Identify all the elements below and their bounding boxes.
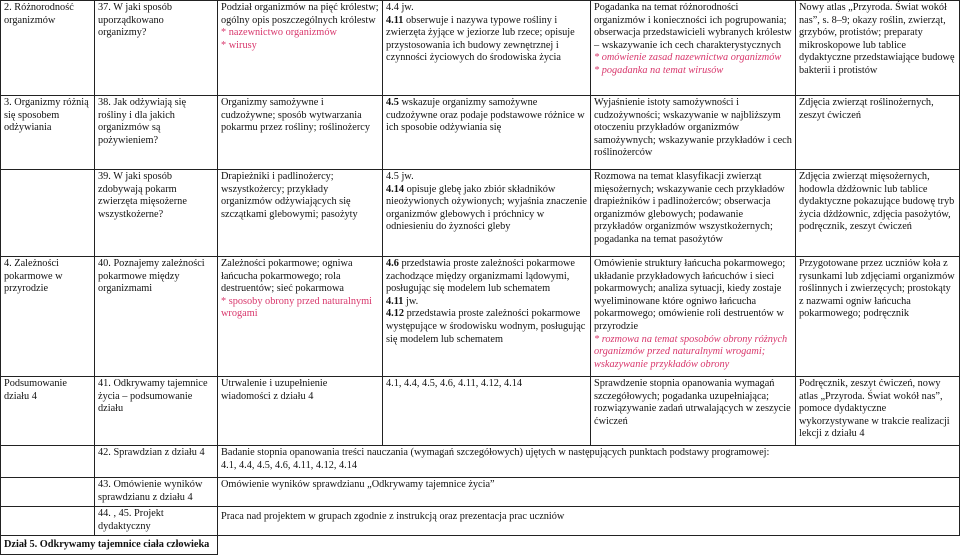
content-cell bbox=[217, 169, 383, 257]
unit-cell bbox=[0, 169, 95, 257]
content-cell bbox=[217, 376, 383, 446]
resources-cell bbox=[795, 376, 960, 446]
content-main: Podział organizmów na pięć królestw; ogólny opis poszczególnych królestw bbox=[221, 2, 379, 26]
lesson-title: 43. Omówienie wyników sprawdzianu z działu 4 bbox=[98, 479, 203, 503]
content-ext: * nazewnictwo organizmów bbox=[221, 27, 337, 39]
content-cell bbox=[217, 256, 383, 377]
methods-ext: * omówienie zasad nazewnictwa organizmów bbox=[594, 52, 782, 64]
unit-title: 4. Zależności pokarmowe w przyrodzie bbox=[4, 258, 63, 295]
lesson-cell bbox=[94, 376, 218, 446]
content-text: Organizmy samożywne i cudzożywne; sposób wytwarzania pokarmu przez rośliny; roślinożercy bbox=[221, 97, 370, 134]
lesson-cell bbox=[94, 256, 218, 377]
content-ext: * wirusy bbox=[221, 39, 257, 51]
requirement-code: 4.6 bbox=[386, 258, 399, 269]
requirement-code: 4.5 bbox=[386, 97, 399, 108]
requirements-cell bbox=[382, 0, 591, 96]
lesson-title: 37. W jaki sposób uporządkowano organizmy? bbox=[98, 2, 172, 39]
lesson-cell bbox=[94, 506, 218, 536]
methods-ext: * rozmowa na temat sposobów obrony różnych organizmów przed naturalnymi wrogami; wskazywanie przykładów obrony bbox=[594, 333, 788, 370]
review-description: Omówienie wyników sprawdzianu „Odkrywamy tajemnice życia” bbox=[221, 479, 495, 490]
content-cell bbox=[217, 0, 383, 96]
requirements-cell bbox=[382, 95, 591, 170]
lesson-title: 40. Poznajemy zależności pokarmowe między organizmami bbox=[98, 258, 205, 295]
unit-cell bbox=[0, 0, 95, 96]
methods-cell bbox=[590, 256, 796, 377]
unit-title: 2. Różnorodność organizmów bbox=[4, 2, 74, 26]
requirement-ref: 4.5 jw. bbox=[386, 171, 414, 182]
lesson-cell bbox=[94, 169, 218, 257]
content-text: Drapieżniki i padlinożercy; wszystkożercy; przykłady organizmów odżywiających się szczątkami glebowymi; pasożyty bbox=[221, 171, 358, 220]
merged-description-cell bbox=[217, 506, 960, 536]
section-header bbox=[0, 535, 218, 555]
resources-text: Nowy atlas „Przyroda. Świat wokół nas”, s. 8–9; okazy roślin, zwierząt, grzybów, protistów; preparaty mikroskopowe lub tablice dydaktyczne przedstawiające budowę bakterii i protistów bbox=[799, 2, 955, 76]
requirement-text: przedstawia proste zależności pokarmowe zachodzące między organizmami lądowymi, posługując się modelem lub schematem bbox=[386, 258, 575, 295]
unit-title: 3. Organizmy różnią się sposobem odżywiania bbox=[4, 97, 89, 134]
unit-title: Podsumowanie działu 4 bbox=[4, 378, 67, 402]
requirement-text: przedstawia proste zależności pokarmowe występujące w środowisku wodnym, posługując się modelem lub schematem bbox=[386, 308, 586, 345]
merged-description-cell bbox=[217, 445, 960, 478]
resources-cell bbox=[795, 95, 960, 170]
project-description: Praca nad projektem w grupach zgodnie z instrukcją oraz prezentacja prac uczniów bbox=[221, 511, 565, 522]
unit-cell bbox=[0, 256, 95, 377]
methods-cell bbox=[590, 0, 796, 96]
methods-text: Sprawdzenie stopnia opanowania wymagań szczegółowych; pogadanka uzupełniająca; rozwiązywanie zadań utrwalających w zeszycie ćwiczeń bbox=[594, 378, 791, 427]
resources-text: Zdjęcia zwierząt roślinożernych, zeszyt ćwiczeń bbox=[799, 97, 934, 121]
lesson-title: 42. Sprawdzian z działu 4 bbox=[98, 447, 205, 458]
requirement-text: wskazuje organizmy samożywne cudzożywne oraz podaje podstawowe różnice w ich sposobie odżywiania się bbox=[386, 97, 585, 134]
requirement-ref: 4.4 jw. bbox=[386, 2, 414, 13]
section-title: Dział 5. Odkrywamy tajemnice ciała człowieka bbox=[4, 539, 210, 550]
content-cell bbox=[217, 95, 383, 170]
test-requirements: 4.1, 4.4, 4.5, 4.6, 4.11, 4.12, 4.14 bbox=[221, 459, 358, 471]
methods-text: Rozmowa na temat klasyfikacji zwierząt mięsożernych; wskazywanie cech przykładów drapieżników i padlinożerców; obserwacja organizmów glebowych; podawanie przykładów organizmów wszystkożernych; pogadanka na temat pasożytów bbox=[594, 171, 785, 245]
methods-cell bbox=[590, 169, 796, 257]
content-main: Zależności pokarmowe; ogniwa łańcucha pokarmowego; rola destruentów; sieć pokarmowa bbox=[221, 258, 353, 295]
methods-main: Pogadanka na temat różnorodności organizmów i konieczności ich pogrupowania; obserwacja przedstawicieli wybranych królestw – wskazywanie ich cech charakterystycznych bbox=[594, 2, 792, 51]
unit-cell bbox=[0, 95, 95, 170]
lesson-title: 41. Odkrywamy tajemnice życia – podsumowanie działu bbox=[98, 378, 208, 415]
resources-cell bbox=[795, 0, 960, 96]
unit-cell bbox=[0, 477, 95, 507]
requirements-cell bbox=[382, 376, 591, 446]
requirements-cell bbox=[382, 256, 591, 377]
unit-cell bbox=[0, 445, 95, 478]
lesson-cell bbox=[94, 0, 218, 96]
content-ext: * sposoby obrony przed naturalnymi wrogami bbox=[221, 295, 372, 320]
unit-cell bbox=[0, 376, 95, 446]
lesson-title: 44. , 45. Projekt dydaktyczny bbox=[98, 508, 164, 532]
test-description: Badanie stopnia opanowania treści nauczania (wymagań szczegółowych) ujętych w następujących punktach podstawy programowej: bbox=[221, 447, 770, 458]
lesson-title: 38. Jak odżywiają się rośliny i dla jakich organizmów są pożywieniem? bbox=[98, 97, 187, 146]
methods-cell bbox=[590, 376, 796, 446]
resources-cell bbox=[795, 256, 960, 377]
methods-main: Omówienie struktury łańcucha pokarmowego; układanie przykładowych łańcuchów i sieci pokarmowych; analiza sytuacji, kiedy zostaje wyeliminowane które ogniwo łańcucha pokarmowego; omówienie roli destruentów w przyrodzie bbox=[594, 258, 786, 332]
requirements-cell bbox=[382, 169, 591, 257]
resources-text: Podręcznik, zeszyt ćwiczeń, nowy atlas „Przyroda. Świat wokół nas”, pomoce dydaktyczne wykorzystywane w trakcie realizacji lekcji z działu 4 bbox=[799, 378, 950, 440]
requirement-text: obserwuje i nazywa typowe rośliny i zwierzęta żyjące w jeziorze lub rzece; opisuje przystosowania ich budowy zewnętrznej i czynności życiowych do środowiska życia bbox=[386, 14, 575, 64]
methods-cell bbox=[590, 95, 796, 170]
resources-text: Zdjęcia zwierząt mięsożernych, hodowla dżdżownic lub tablice dydaktyczne pokazujące budowę tryb życia dżdżownic, zdjęcia pasożytów, podręcznik, zeszyt ćwiczeń bbox=[799, 171, 955, 233]
lesson-cell bbox=[94, 95, 218, 170]
unit-cell bbox=[0, 506, 95, 536]
lesson-title: 39. W jaki sposób zdobywają pokarm zwierzęta mięsożerne wszystkożerne? bbox=[98, 171, 187, 220]
methods-text: Wyjaśnienie istoty samożywności i cudzożywności; wskazywanie w najbliższym otoczeniu przykładów organizmów samożywnych; wskazywanie przykładów i cech roślinożerców bbox=[594, 97, 792, 159]
requirement-code: 4.11 bbox=[386, 295, 404, 307]
requirement-list: 4.1, 4.4, 4.5, 4.6, 4.11, 4.12, 4.14 bbox=[386, 378, 523, 389]
resources-cell bbox=[795, 169, 960, 257]
requirement-code: 4.12 bbox=[386, 308, 405, 320]
content-text: Utrwalenie i uzupełnienie wiadomości z działu 4 bbox=[221, 378, 328, 402]
requirement-text: opisuje glebę jako zbiór składników nieożywionych ożywionych; wyjaśnia znaczenie organizmów glebowych i próchnicy w odniesieniu do żyzności gleby bbox=[386, 183, 588, 233]
methods-ext: * pogadanka na temat wirusów bbox=[594, 64, 724, 76]
requirement-code: 4.11 bbox=[386, 14, 404, 26]
resources-text: Przygotowane przez uczniów koła z rysunkami lub zdjęciami organizmów roślinnych i zwierzęcych; prostokąty z nazwami ogniw łańcucha pokarmowego; podręcznik bbox=[799, 258, 955, 320]
lesson-cell bbox=[94, 477, 218, 507]
requirement-code: 4.14 bbox=[386, 183, 405, 195]
lesson-cell bbox=[94, 445, 218, 478]
merged-description-cell bbox=[217, 477, 960, 507]
requirement-text: jw. bbox=[403, 295, 419, 307]
